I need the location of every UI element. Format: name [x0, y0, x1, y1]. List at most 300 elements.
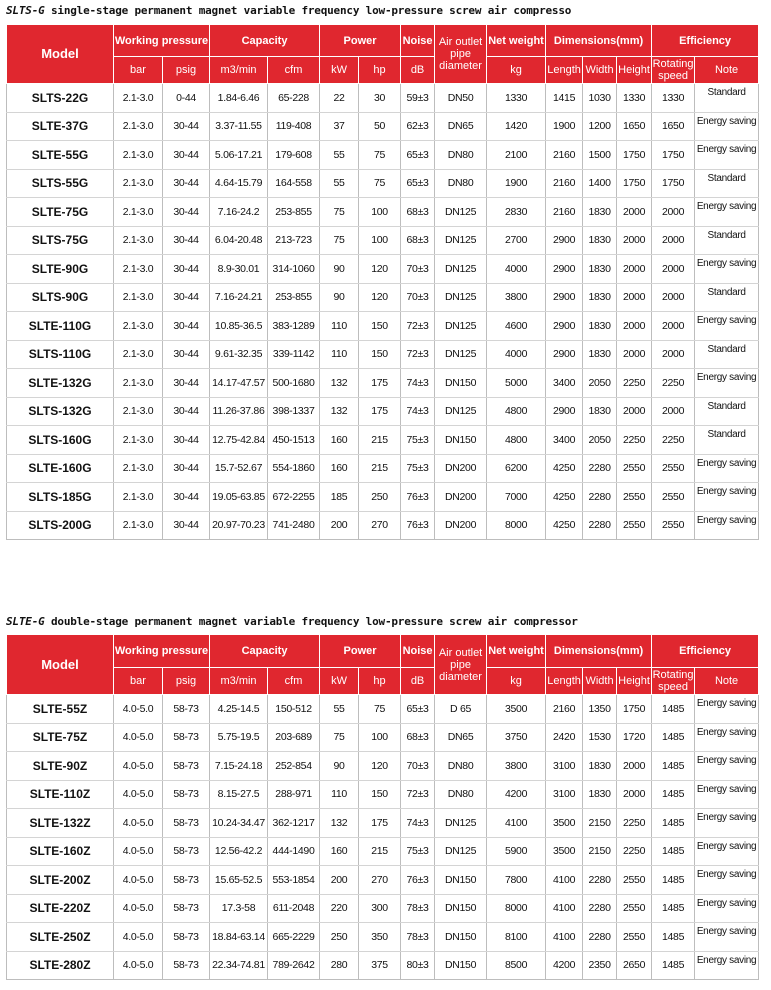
cell-model: SLTE-160G [7, 454, 114, 483]
cell-hp: 150 [359, 312, 401, 341]
cell-air-outlet: DN125 [435, 312, 487, 341]
cell-hp: 175 [359, 369, 401, 398]
cell-length: 3100 [546, 752, 583, 781]
cell-height: 2250 [617, 426, 652, 455]
cell-psig: 30-44 [163, 141, 210, 170]
cell-m3min: 8.9-30.01 [210, 255, 268, 284]
cell-kw: 55 [320, 141, 359, 170]
cell-kw: 200 [320, 511, 359, 540]
cell-model: SLTE-55G [7, 141, 114, 170]
cell-bar: 2.1-3.0 [114, 226, 163, 255]
cell-height: 2000 [617, 226, 652, 255]
cell-psig: 30-44 [163, 426, 210, 455]
cell-net-weight: 3800 [487, 752, 546, 781]
cell-bar: 2.1-3.0 [114, 84, 163, 113]
cell-bar: 2.1-3.0 [114, 198, 163, 227]
table-row [7, 112, 759, 141]
table-row [7, 426, 759, 455]
cell-height: 2000 [617, 283, 652, 312]
cell-length: 2900 [546, 397, 583, 426]
cell-rotating-speed: 2000 [652, 198, 695, 227]
cell-m3min: 22.34-74.81 [210, 951, 268, 980]
cell-m3min: 5.75-19.5 [210, 723, 268, 752]
cell-length: 2420 [546, 723, 583, 752]
table-row [7, 369, 759, 398]
cell-net-weight: 4200 [487, 780, 546, 809]
cell-kw: 185 [320, 483, 359, 512]
header-kg: kg [487, 57, 546, 84]
cell-note: Energy saving [695, 454, 759, 483]
cell-m3min: 19.05-63.85 [210, 483, 268, 512]
cell-model: SLTE-90Z [7, 752, 114, 781]
cell-height: 2550 [617, 483, 652, 512]
cell-psig: 30-44 [163, 169, 210, 198]
cell-width: 1030 [583, 84, 617, 113]
cell-model: SLTE-200Z [7, 866, 114, 895]
cell-model: SLTE-250Z [7, 923, 114, 952]
cell-width: 1350 [583, 695, 617, 724]
cell-height: 2550 [617, 511, 652, 540]
cell-model: SLTE-110G [7, 312, 114, 341]
cell-model: SLTS-132G [7, 397, 114, 426]
cell-air-outlet: DN125 [435, 283, 487, 312]
cell-bar: 4.0-5.0 [114, 951, 163, 980]
cell-m3min: 4.25-14.5 [210, 695, 268, 724]
cell-rotating-speed: 1485 [652, 866, 695, 895]
cell-model: SLTS-75G [7, 226, 114, 255]
table-row [7, 695, 759, 724]
cell-net-weight: 5900 [487, 837, 546, 866]
cell-hp: 150 [359, 780, 401, 809]
cell-note: Standard [695, 397, 759, 426]
cell-bar: 2.1-3.0 [114, 426, 163, 455]
cell-bar: 4.0-5.0 [114, 809, 163, 838]
header-air-outlet: Air outlet pipe diameter [435, 635, 487, 695]
cell-psig: 58-73 [163, 809, 210, 838]
cell-width: 1400 [583, 169, 617, 198]
cell-air-outlet: DN80 [435, 780, 487, 809]
cell-height: 2000 [617, 340, 652, 369]
cell-height: 2550 [617, 923, 652, 952]
cell-air-outlet: DN50 [435, 84, 487, 113]
cell-hp: 100 [359, 198, 401, 227]
header-net-weight: Net weight [487, 25, 546, 57]
cell-length: 4200 [546, 951, 583, 980]
header-bar: bar [114, 668, 163, 695]
cell-psig: 30-44 [163, 397, 210, 426]
cell-hp: 100 [359, 226, 401, 255]
cell-width: 2280 [583, 454, 617, 483]
cell-m3min: 17.3-58 [210, 894, 268, 923]
cell-net-weight: 1420 [487, 112, 546, 141]
cell-note: Energy saving [695, 951, 759, 980]
cell-net-weight: 7000 [487, 483, 546, 512]
cell-kw: 200 [320, 866, 359, 895]
header-length: Length [546, 57, 583, 84]
cell-psig: 30-44 [163, 283, 210, 312]
cell-bar: 2.1-3.0 [114, 397, 163, 426]
cell-noise: 74±3 [401, 397, 435, 426]
cell-psig: 30-44 [163, 112, 210, 141]
cell-model: SLTS-185G [7, 483, 114, 512]
cell-hp: 270 [359, 511, 401, 540]
cell-cfm: 362-1217 [268, 809, 320, 838]
cell-cfm: 398-1337 [268, 397, 320, 426]
cell-height: 1720 [617, 723, 652, 752]
cell-hp: 75 [359, 695, 401, 724]
header-kw: kW [320, 668, 359, 695]
cell-model: SLTS-110G [7, 340, 114, 369]
cell-air-outlet: DN150 [435, 923, 487, 952]
table-row [7, 894, 759, 923]
cell-net-weight: 4800 [487, 397, 546, 426]
cell-net-weight: 4600 [487, 312, 546, 341]
cell-model: SLTS-90G [7, 283, 114, 312]
cell-length: 2160 [546, 198, 583, 227]
cell-width: 2150 [583, 837, 617, 866]
cell-hp: 75 [359, 169, 401, 198]
cell-length: 1415 [546, 84, 583, 113]
cell-note: Energy saving [695, 483, 759, 512]
cell-m3min: 18.84-63.14 [210, 923, 268, 952]
cell-note: Standard [695, 340, 759, 369]
cell-note: Energy saving [695, 511, 759, 540]
cell-length: 2900 [546, 226, 583, 255]
cell-cfm: 252-854 [268, 752, 320, 781]
cell-length: 2160 [546, 169, 583, 198]
cell-m3min: 1.84-6.46 [210, 84, 268, 113]
header-model: Model [7, 25, 114, 84]
cell-net-weight: 1900 [487, 169, 546, 198]
table-row [7, 397, 759, 426]
cell-psig: 30-44 [163, 226, 210, 255]
cell-psig: 58-73 [163, 951, 210, 980]
table-row [7, 780, 759, 809]
cell-air-outlet: DN150 [435, 894, 487, 923]
cell-psig: 58-73 [163, 723, 210, 752]
cell-kw: 75 [320, 198, 359, 227]
header-note: Note [695, 668, 759, 695]
cell-hp: 350 [359, 923, 401, 952]
cell-length: 2160 [546, 695, 583, 724]
cell-rotating-speed: 2000 [652, 312, 695, 341]
cell-cfm: 500-1680 [268, 369, 320, 398]
cell-kw: 90 [320, 752, 359, 781]
header-rotating-speed: Rotating speed [652, 58, 694, 82]
cell-model: SLTE-75G [7, 198, 114, 227]
cell-net-weight: 4100 [487, 809, 546, 838]
header-efficiency: Efficiency [652, 635, 759, 668]
cell-length: 1900 [546, 112, 583, 141]
cell-cfm: 119-408 [268, 112, 320, 141]
cell-length: 4100 [546, 866, 583, 895]
header-width: Width [583, 57, 617, 84]
cell-m3min: 7.16-24.21 [210, 283, 268, 312]
table-row [7, 511, 759, 540]
cell-bar: 4.0-5.0 [114, 837, 163, 866]
cell-bar: 2.1-3.0 [114, 340, 163, 369]
header-noise: Noise [401, 25, 435, 57]
cell-bar: 2.1-3.0 [114, 511, 163, 540]
cell-air-outlet: DN125 [435, 255, 487, 284]
double-stage-spec-table [6, 634, 759, 980]
cell-hp: 150 [359, 340, 401, 369]
cell-m3min: 4.64-15.79 [210, 169, 268, 198]
table-row [7, 837, 759, 866]
cell-net-weight: 4000 [487, 255, 546, 284]
cell-rotating-speed: 1485 [652, 752, 695, 781]
cell-hp: 175 [359, 397, 401, 426]
cell-model: SLTE-55Z [7, 695, 114, 724]
cell-model: SLTS-200G [7, 511, 114, 540]
cell-rotating-speed: 2250 [652, 426, 695, 455]
cell-air-outlet: DN200 [435, 454, 487, 483]
cell-noise: 65±3 [401, 141, 435, 170]
cell-air-outlet: DN80 [435, 141, 487, 170]
cell-cfm: 665-2229 [268, 923, 320, 952]
table-row [7, 255, 759, 284]
cell-cfm: 383-1289 [268, 312, 320, 341]
cell-height: 2650 [617, 951, 652, 980]
cell-net-weight: 3500 [487, 695, 546, 724]
cell-hp: 215 [359, 454, 401, 483]
cell-height: 1750 [617, 695, 652, 724]
cell-bar: 4.0-5.0 [114, 723, 163, 752]
cell-air-outlet: DN65 [435, 723, 487, 752]
cell-m3min: 10.24-34.47 [210, 809, 268, 838]
cell-rotating-speed: 1485 [652, 780, 695, 809]
cell-bar: 2.1-3.0 [114, 283, 163, 312]
header-kg: kg [487, 668, 546, 695]
cell-m3min: 12.56-42.2 [210, 837, 268, 866]
cell-bar: 2.1-3.0 [114, 169, 163, 198]
table-row [7, 809, 759, 838]
cell-kw: 220 [320, 894, 359, 923]
cell-width: 1500 [583, 141, 617, 170]
cell-m3min: 7.15-24.18 [210, 752, 268, 781]
cell-height: 2000 [617, 198, 652, 227]
cell-length: 4250 [546, 454, 583, 483]
cell-width: 1830 [583, 283, 617, 312]
cell-note: Energy saving [695, 723, 759, 752]
cell-noise: 68±3 [401, 226, 435, 255]
cell-noise: 76±3 [401, 483, 435, 512]
cell-rotating-speed: 2250 [652, 369, 695, 398]
cell-kw: 280 [320, 951, 359, 980]
header-capacity: Capacity [210, 25, 320, 57]
cell-noise: 78±3 [401, 923, 435, 952]
cell-hp: 30 [359, 84, 401, 113]
header-m3min: m3/min [210, 668, 268, 695]
header-cfm: cfm [268, 668, 320, 695]
cell-air-outlet: DN80 [435, 752, 487, 781]
cell-note: Energy saving [695, 369, 759, 398]
cell-rotating-speed: 2000 [652, 226, 695, 255]
cell-model: SLTE-220Z [7, 894, 114, 923]
cell-hp: 50 [359, 112, 401, 141]
cell-kw: 132 [320, 809, 359, 838]
header-rotating-speed: Rotating speed [652, 669, 694, 693]
cell-length: 2160 [546, 141, 583, 170]
cell-width: 2280 [583, 483, 617, 512]
header-air-outlet: Air outlet pipe diameter [435, 25, 487, 84]
cell-net-weight: 2100 [487, 141, 546, 170]
cell-net-weight: 8000 [487, 894, 546, 923]
header-db: dB [401, 57, 435, 84]
cell-note: Energy saving [695, 695, 759, 724]
cell-model: SLTE-75Z [7, 723, 114, 752]
cell-noise: 76±3 [401, 866, 435, 895]
cell-m3min: 20.97-70.23 [210, 511, 268, 540]
cell-kw: 75 [320, 723, 359, 752]
cell-rotating-speed: 1330 [652, 84, 695, 113]
cell-note: Energy saving [695, 837, 759, 866]
table-row [7, 752, 759, 781]
cell-psig: 58-73 [163, 894, 210, 923]
cell-height: 2000 [617, 780, 652, 809]
cell-note: Energy saving [695, 923, 759, 952]
cell-kw: 110 [320, 312, 359, 341]
cell-height: 2550 [617, 894, 652, 923]
cell-kw: 37 [320, 112, 359, 141]
cell-width: 1830 [583, 752, 617, 781]
cell-kw: 110 [320, 780, 359, 809]
cell-note: Energy saving [695, 312, 759, 341]
cell-net-weight: 3750 [487, 723, 546, 752]
cell-bar: 2.1-3.0 [114, 312, 163, 341]
cell-width: 2280 [583, 511, 617, 540]
cell-noise: 72±3 [401, 340, 435, 369]
cell-hp: 215 [359, 837, 401, 866]
header-length: Length [546, 668, 583, 695]
cell-cfm: 203-689 [268, 723, 320, 752]
cell-air-outlet: DN150 [435, 866, 487, 895]
cell-bar: 4.0-5.0 [114, 866, 163, 895]
cell-m3min: 9.61-32.35 [210, 340, 268, 369]
cell-psig: 58-73 [163, 695, 210, 724]
cell-width: 1530 [583, 723, 617, 752]
cell-kw: 160 [320, 837, 359, 866]
cell-cfm: 444-1490 [268, 837, 320, 866]
cell-rotating-speed: 2550 [652, 454, 695, 483]
cell-psig: 30-44 [163, 340, 210, 369]
cell-height: 2250 [617, 837, 652, 866]
cell-note: Standard [695, 426, 759, 455]
cell-net-weight: 5000 [487, 369, 546, 398]
cell-hp: 175 [359, 809, 401, 838]
cell-net-weight: 8500 [487, 951, 546, 980]
cell-length: 4100 [546, 894, 583, 923]
cell-bar: 4.0-5.0 [114, 752, 163, 781]
cell-model: SLTS-22G [7, 84, 114, 113]
cell-note: Energy saving [695, 780, 759, 809]
cell-noise: 75±3 [401, 426, 435, 455]
cell-rotating-speed: 1485 [652, 695, 695, 724]
cell-air-outlet: DN125 [435, 340, 487, 369]
cell-height: 2250 [617, 369, 652, 398]
table-row [7, 866, 759, 895]
cell-air-outlet: DN200 [435, 483, 487, 512]
table-row [7, 340, 759, 369]
cell-noise: 78±3 [401, 894, 435, 923]
header-note: Note [695, 57, 759, 84]
cell-bar: 2.1-3.0 [114, 483, 163, 512]
cell-air-outlet: DN125 [435, 226, 487, 255]
cell-cfm: 213-723 [268, 226, 320, 255]
table-row [7, 169, 759, 198]
cell-psig: 58-73 [163, 837, 210, 866]
cell-psig: 0-44 [163, 84, 210, 113]
cell-bar: 2.1-3.0 [114, 141, 163, 170]
table-row [7, 951, 759, 980]
cell-m3min: 14.17-47.57 [210, 369, 268, 398]
section-title-double-stage: SLTE-G double-stage permanent magnet variable frequency low-pressure screw air compressor [6, 615, 578, 628]
cell-m3min: 3.37-11.55 [210, 112, 268, 141]
header-bar: bar [114, 57, 163, 84]
cell-length: 3500 [546, 809, 583, 838]
header-m3min: m3/min [210, 57, 268, 84]
cell-noise: 70±3 [401, 283, 435, 312]
header-power: Power [320, 635, 401, 668]
cell-note: Standard [695, 226, 759, 255]
cell-net-weight: 4800 [487, 426, 546, 455]
cell-rotating-speed: 2550 [652, 483, 695, 512]
header-efficiency: Efficiency [652, 25, 759, 57]
table-row [7, 226, 759, 255]
cell-length: 4250 [546, 483, 583, 512]
cell-kw: 250 [320, 923, 359, 952]
cell-length: 2900 [546, 255, 583, 284]
cell-note: Energy saving [695, 809, 759, 838]
cell-noise: 70±3 [401, 752, 435, 781]
cell-psig: 30-44 [163, 483, 210, 512]
cell-cfm: 150-512 [268, 695, 320, 724]
cell-rotating-speed: 2000 [652, 397, 695, 426]
cell-length: 4100 [546, 923, 583, 952]
cell-psig: 30-44 [163, 255, 210, 284]
cell-m3min: 12.75-42.84 [210, 426, 268, 455]
cell-kw: 132 [320, 369, 359, 398]
cell-noise: 70±3 [401, 255, 435, 284]
cell-width: 2050 [583, 426, 617, 455]
cell-air-outlet: DN200 [435, 511, 487, 540]
cell-rotating-speed: 2000 [652, 255, 695, 284]
cell-model: SLTE-37G [7, 112, 114, 141]
cell-psig: 58-73 [163, 866, 210, 895]
header-hp: hp [359, 668, 401, 695]
cell-cfm: 179-608 [268, 141, 320, 170]
cell-note: Standard [695, 84, 759, 113]
cell-note: Energy saving [695, 752, 759, 781]
cell-m3min: 11.26-37.86 [210, 397, 268, 426]
cell-note: Energy saving [695, 866, 759, 895]
cell-noise: 65±3 [401, 695, 435, 724]
cell-bar: 2.1-3.0 [114, 112, 163, 141]
cell-noise: 65±3 [401, 169, 435, 198]
cell-note: Energy saving [695, 198, 759, 227]
cell-net-weight: 7800 [487, 866, 546, 895]
cell-model: SLTE-280Z [7, 951, 114, 980]
cell-m3min: 5.06-17.21 [210, 141, 268, 170]
cell-width: 2150 [583, 809, 617, 838]
cell-noise: 75±3 [401, 837, 435, 866]
cell-rotating-speed: 1485 [652, 894, 695, 923]
cell-length: 2900 [546, 340, 583, 369]
cell-height: 2550 [617, 454, 652, 483]
cell-cfm: 450-1513 [268, 426, 320, 455]
cell-width: 1830 [583, 312, 617, 341]
cell-net-weight: 2830 [487, 198, 546, 227]
